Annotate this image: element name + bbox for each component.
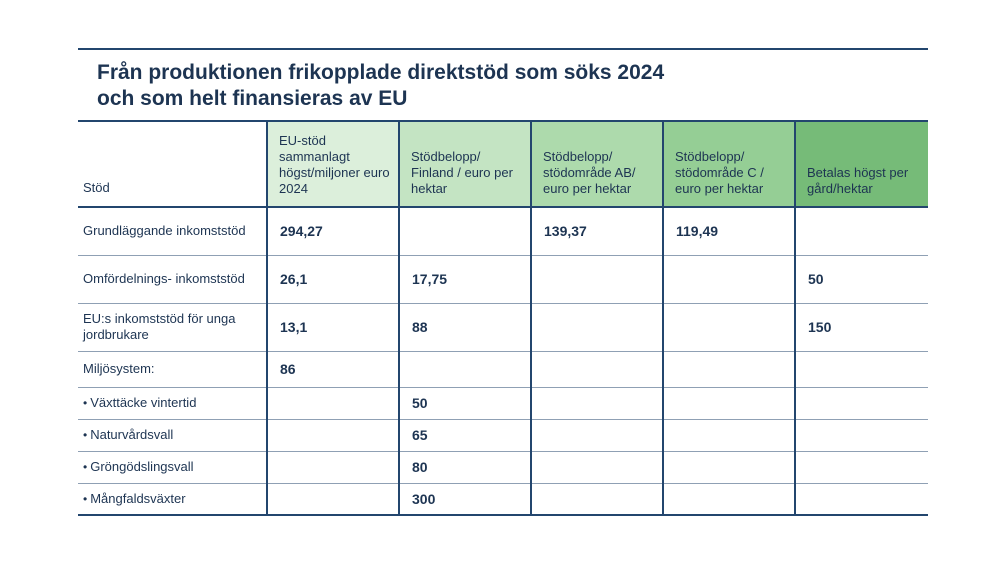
table-cell <box>663 419 795 451</box>
table-cell <box>795 419 928 451</box>
bullet-marker: • <box>83 491 88 506</box>
table-cell: 300 <box>399 483 531 515</box>
table-row <box>78 483 928 515</box>
header-area-ab: Stödbelopp/ stödområde AB/ euro per hektar <box>531 121 663 207</box>
page-title <box>97 60 897 112</box>
row-label-text: Mångfaldsväxter <box>90 490 186 506</box>
table-cell <box>531 483 663 515</box>
table-cell <box>267 419 399 451</box>
header-row <box>78 121 928 207</box>
table-cell <box>663 451 795 483</box>
table-cell <box>399 351 531 387</box>
row-label-text: Grundläggande inkomststöd <box>83 223 246 239</box>
table-cell: 294,27 <box>267 207 399 255</box>
table-cell <box>795 483 928 515</box>
table-cell <box>531 387 663 419</box>
table-cell <box>531 351 663 387</box>
title-line-1: Från produktionen frikopplade direktstöd som söks 2024 <box>97 61 665 84</box>
table-row <box>78 207 928 255</box>
table-cell <box>531 303 663 351</box>
table-cell: 26,1 <box>267 255 399 303</box>
table-cell: 13,1 <box>267 303 399 351</box>
header-finland: Stödbelopp/ Finland / euro per hektar <box>399 121 531 207</box>
row-label-text: Miljösystem: <box>83 361 155 376</box>
table-cell <box>795 351 928 387</box>
bullet-marker: • <box>83 428 88 442</box>
table-cell <box>267 451 399 483</box>
table-cell <box>531 451 663 483</box>
row-label <box>78 303 267 351</box>
row-label-text: Omfördelnings- inkomststöd <box>83 271 245 286</box>
header-max-per-farm: Betalas högst per gård/hektar <box>795 121 928 207</box>
row-label <box>78 419 267 451</box>
bullet-marker: • <box>83 460 88 474</box>
table-cell: 80 <box>399 451 531 483</box>
table-row <box>78 451 928 483</box>
title-line-2: och som helt finansieras av EU <box>97 87 408 110</box>
table-cell <box>531 255 663 303</box>
row-label <box>78 255 267 303</box>
table-cell <box>663 483 795 515</box>
table-cell <box>663 387 795 419</box>
row-label <box>78 483 267 515</box>
table-cell: 86 <box>267 351 399 387</box>
table-cell: 139,37 <box>531 207 663 255</box>
table-cell <box>663 303 795 351</box>
table-cell <box>663 351 795 387</box>
table-cell <box>531 419 663 451</box>
table-cell: 50 <box>795 255 928 303</box>
row-label <box>78 351 267 387</box>
table-cell: 65 <box>399 419 531 451</box>
row-label-text: Växttäcke vintertid <box>90 395 197 410</box>
row-label <box>78 451 267 483</box>
row-label-text: Gröngödslingsvall <box>90 459 194 474</box>
table-cell <box>663 255 795 303</box>
table-cell: 17,75 <box>399 255 531 303</box>
row-label-text: EU:s inkomststöd för unga jordbrukare <box>83 311 236 342</box>
table-cell <box>795 451 928 483</box>
table-cell <box>267 483 399 515</box>
table-cell <box>795 207 928 255</box>
table-cell: 88 <box>399 303 531 351</box>
header-stod: Stöd <box>83 180 110 195</box>
bullet-marker: • <box>83 396 88 410</box>
top-rule <box>78 48 928 50</box>
table-cell: 150 <box>795 303 928 351</box>
table-row <box>78 303 928 351</box>
row-label-text: Naturvårdsvall <box>90 427 174 442</box>
table-row <box>78 419 928 451</box>
table-cell: 119,49 <box>663 207 795 255</box>
table-cell: 50 <box>399 387 531 419</box>
row-label <box>78 387 267 419</box>
table-cell <box>795 387 928 419</box>
table-cell <box>267 387 399 419</box>
table-cell <box>399 207 531 255</box>
support-table <box>78 120 928 516</box>
table-row <box>78 351 928 387</box>
header-area-c: Stödbelopp/ stödområde C / euro per hektar <box>663 121 795 207</box>
row-label <box>78 207 267 255</box>
table-row <box>78 255 928 303</box>
table-row <box>78 387 928 419</box>
header-eu-total: EU-stöd sammanlagt högst/miljoner euro 2024 <box>267 121 399 207</box>
